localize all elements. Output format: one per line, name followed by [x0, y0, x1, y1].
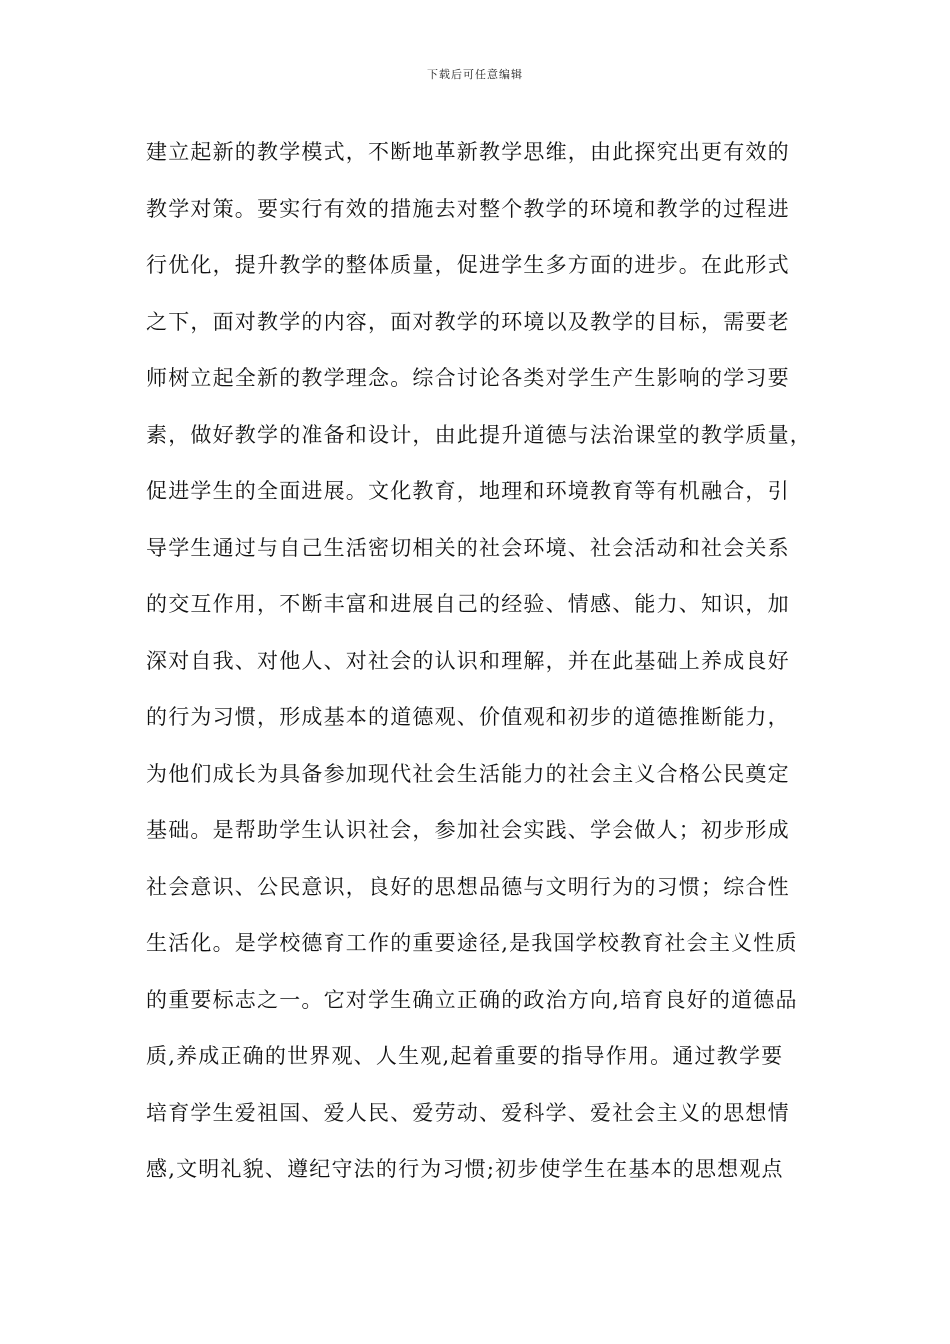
text-line: 基础。是帮助学生认识社会，参加社会实践、学会做人；初步形成	[146, 818, 790, 842]
text-line: 导学生通过与自己生活密切相关的社会环境、社会活动和社会关系	[146, 535, 790, 560]
text-line: 为他们成长为具备参加现代社会生活能力的社会主义合格公民奠定	[146, 761, 790, 786]
text-line: 建立起新的教学模式，不断地革新教学思维，由此探究出更有效的	[146, 140, 790, 164]
text-line: 之下，面对教学的内容，面对教学的环境以及教学的目标，需要老	[146, 309, 790, 334]
text-line: 质,养成正确的世界观、人生观,起着重要的指导作用。通过教学要	[146, 1044, 784, 1068]
text-line: 的行为习惯，形成基本的道德观、价值观和初步的道德推断能力，	[146, 705, 790, 729]
text-line: 社会意识、公民意识，良好的思想品德与文明行为的习惯；综合性	[146, 874, 790, 899]
page-header: 下载后可任意编辑	[427, 68, 523, 81]
text-line: 培育学生爱祖国、爱人民、爱劳动、爱科学、爱社会主义的思想情	[146, 1100, 790, 1125]
body-text	[146, 130, 816, 1204]
text-line: 行优化，提升教学的整体质量，促进学生多方面的进步。在此形式	[146, 253, 790, 277]
text-line: 素，做好教学的准备和设计，由此提升道德与法治课堂的教学质量，	[146, 422, 812, 447]
text-line: 师树立起全新的教学理念。综合讨论各类对学生产生影响的学习要	[146, 366, 790, 390]
text-line: 促进学生的全面进展。文化教育，地理和环境教育等有机融合，引	[146, 479, 790, 503]
text-line: 教学对策。要实行有效的措施去对整个教学的环境和教学的过程进	[146, 196, 790, 221]
text-line: 感,文明礼貌、遵纪守法的行为习惯;初步使学生在基本的思想观点	[146, 1157, 784, 1181]
text-line: 的重要标志之一。它对学生确立正确的政治方向,培育良好的道德品	[146, 987, 798, 1012]
text-line: 的交互作用，不断丰富和进展自己的经验、情感、能力、知识，加	[146, 592, 790, 616]
text-line: 深对自我、对他人、对社会的认识和理解，并在此基础上养成良好	[146, 648, 790, 673]
text-line: 生活化。是学校德育工作的重要途径,是我国学校教育社会主义性质	[146, 931, 798, 955]
